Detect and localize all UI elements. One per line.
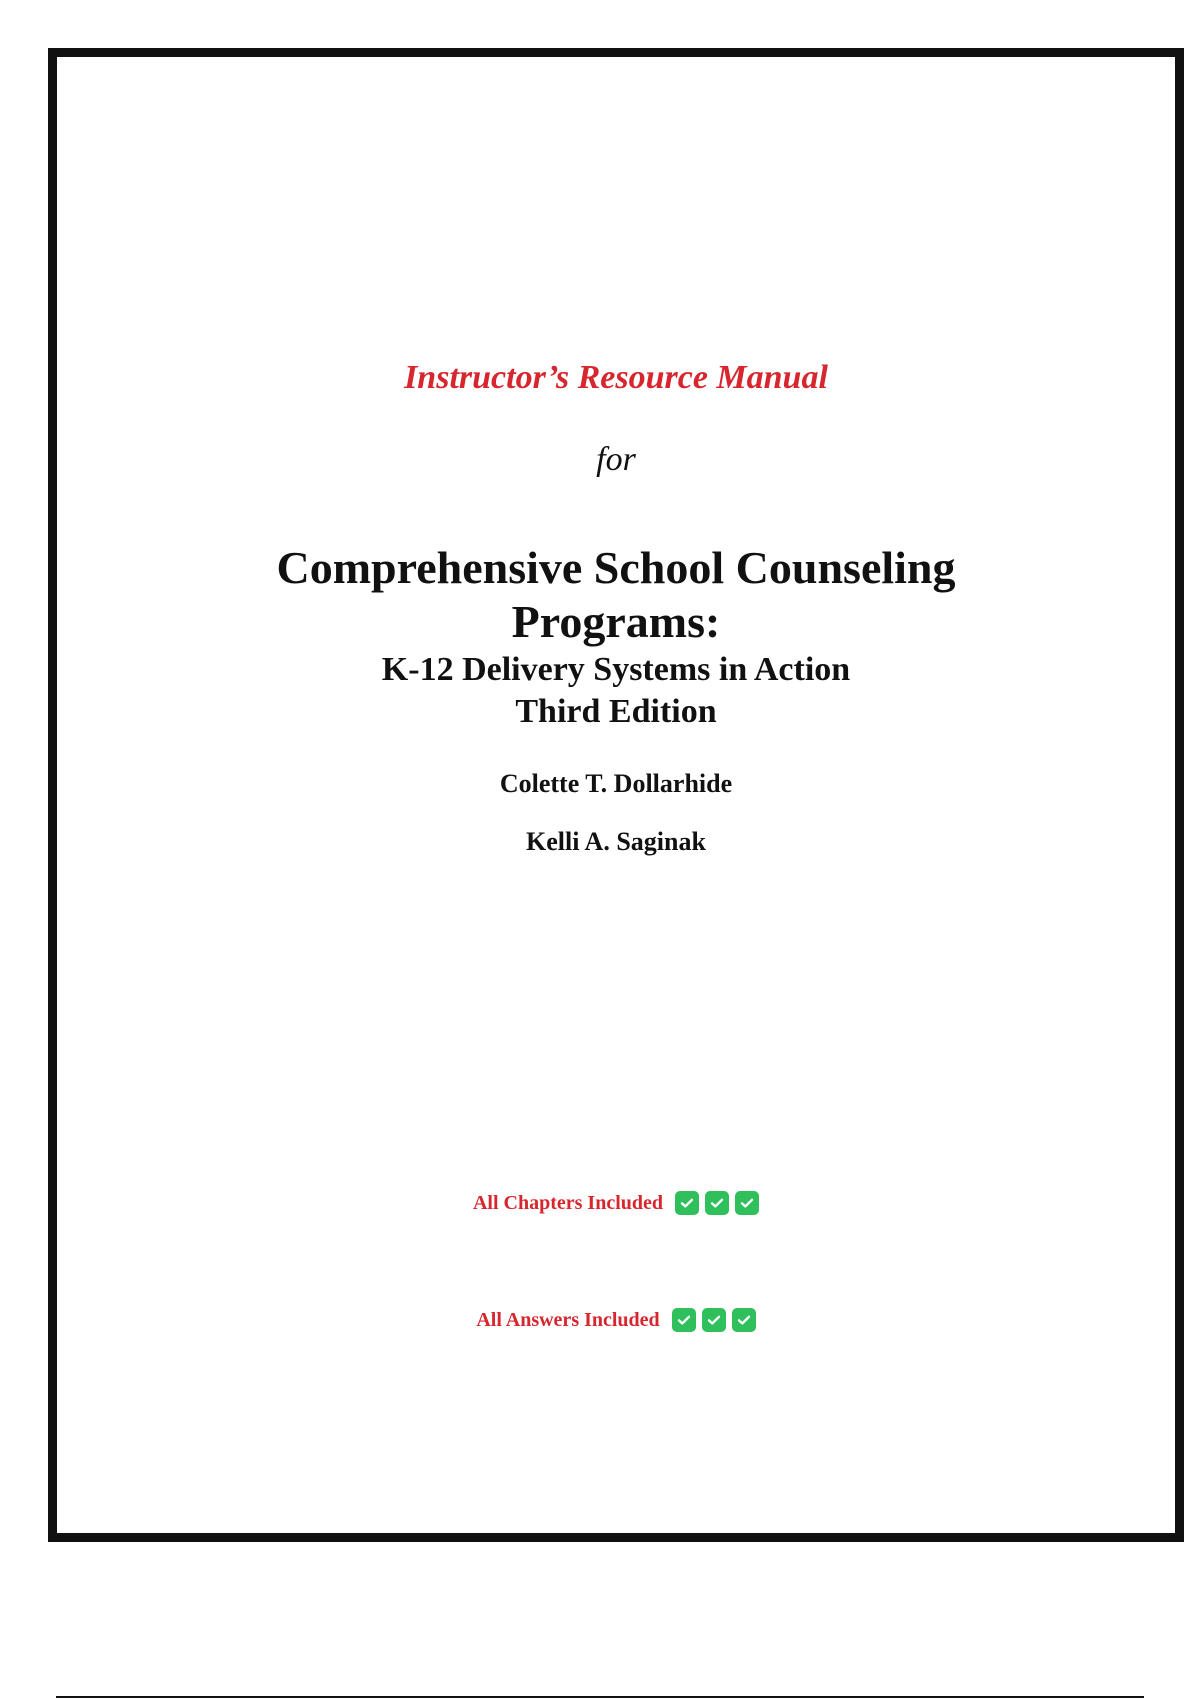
- connector-text: for: [596, 441, 636, 478]
- answers-check-icons: [672, 1308, 756, 1332]
- answers-included-text: All Answers Included: [476, 1308, 660, 1331]
- check-box-icon: [705, 1191, 729, 1215]
- page-bottom-rule: [56, 1696, 1144, 1698]
- check-box-icon: [735, 1191, 759, 1215]
- answers-included-notice: [57, 1308, 1175, 1332]
- chapters-check-icons: [675, 1191, 759, 1215]
- check-box-icon: [672, 1308, 696, 1332]
- book-title-line-1: Comprehensive School Counseling: [276, 542, 956, 593]
- check-box-icon: [675, 1191, 699, 1215]
- author-1: Colette T. Dollarhide: [499, 769, 733, 798]
- author-2: Kelli A. Saginak: [526, 827, 706, 856]
- resource-title: Instructor’s Resource Manual: [404, 359, 828, 396]
- chapters-included-text: All Chapters Included: [472, 1191, 664, 1214]
- book-title-line-2: Programs:: [511, 596, 721, 647]
- chapters-included-notice: [57, 1191, 1175, 1215]
- book-edition: Third Edition: [515, 693, 717, 730]
- check-box-icon: [702, 1308, 726, 1332]
- book-subtitle-line-1: K-12 Delivery Systems in Action: [381, 651, 851, 688]
- document-page: [48, 48, 1184, 1542]
- check-box-icon: [732, 1308, 756, 1332]
